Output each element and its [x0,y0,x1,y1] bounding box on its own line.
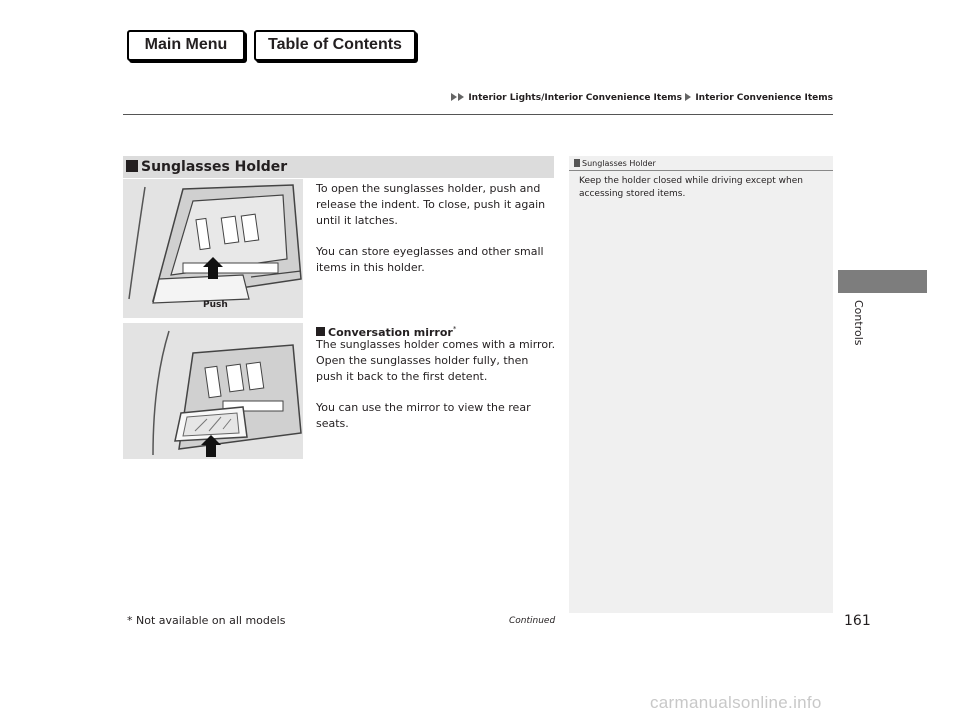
note-text: Keep the holder closed while driving except when accessing stored items. [579,176,803,199]
section-heading-bar [123,156,554,178]
watermark-text: carmanualsonline.info [650,693,822,712]
push-label: Push [203,300,228,310]
mirror-console-drawing [123,323,303,459]
note-heading-text: Sunglasses Holder [582,159,656,168]
overhead-console-drawing [123,179,303,318]
breadcrumb [451,93,833,103]
breadcrumb-arrow-icon [451,93,457,101]
body-paragraph-3: The sunglasses holder comes with a mirror. Open the sunglasses holder fully, then push it back to the first detent. [316,338,556,383]
side-note-box [569,156,833,613]
section-square-icon [126,160,138,172]
body-paragraph-1: To open the sunglasses holder, push and release the indent. To close, push it again until it latches. [316,182,546,227]
body-paragraph-2: You can store eyeglasses and other small items in this holder. [316,245,544,274]
note-divider [569,170,833,171]
sub-heading-square-icon [316,327,325,336]
breadcrumb-level2[interactable]: Interior Convenience Items [695,93,833,103]
page-number: 161 [844,613,871,629]
breadcrumb-arrow-icon [458,93,464,101]
note-heading [574,159,656,168]
asterisk-mark: * [452,325,457,333]
section-title: Sunglasses Holder [141,159,288,175]
continued-label: Continued [509,616,556,626]
sunglasses-holder-illustration [123,179,303,318]
table-of-contents-button[interactable]: Table of Contents [254,30,416,61]
chapter-tab-label: Controls [852,300,865,346]
breadcrumb-arrow-icon [685,93,691,101]
note-marker-icon [574,159,580,167]
body-paragraph-4: You can use the mirror to view the rear seats. [316,401,531,430]
sub-heading-text: Conversation mirror [328,325,453,339]
footnote: * Not available on all models [127,614,286,627]
main-menu-button[interactable]: Main Menu [127,30,245,61]
conversation-mirror-illustration [123,323,303,459]
breadcrumb-level1[interactable]: Interior Lights/Interior Convenience Items [468,93,683,103]
header-rule [123,114,833,115]
chapter-tab[interactable] [838,270,927,293]
